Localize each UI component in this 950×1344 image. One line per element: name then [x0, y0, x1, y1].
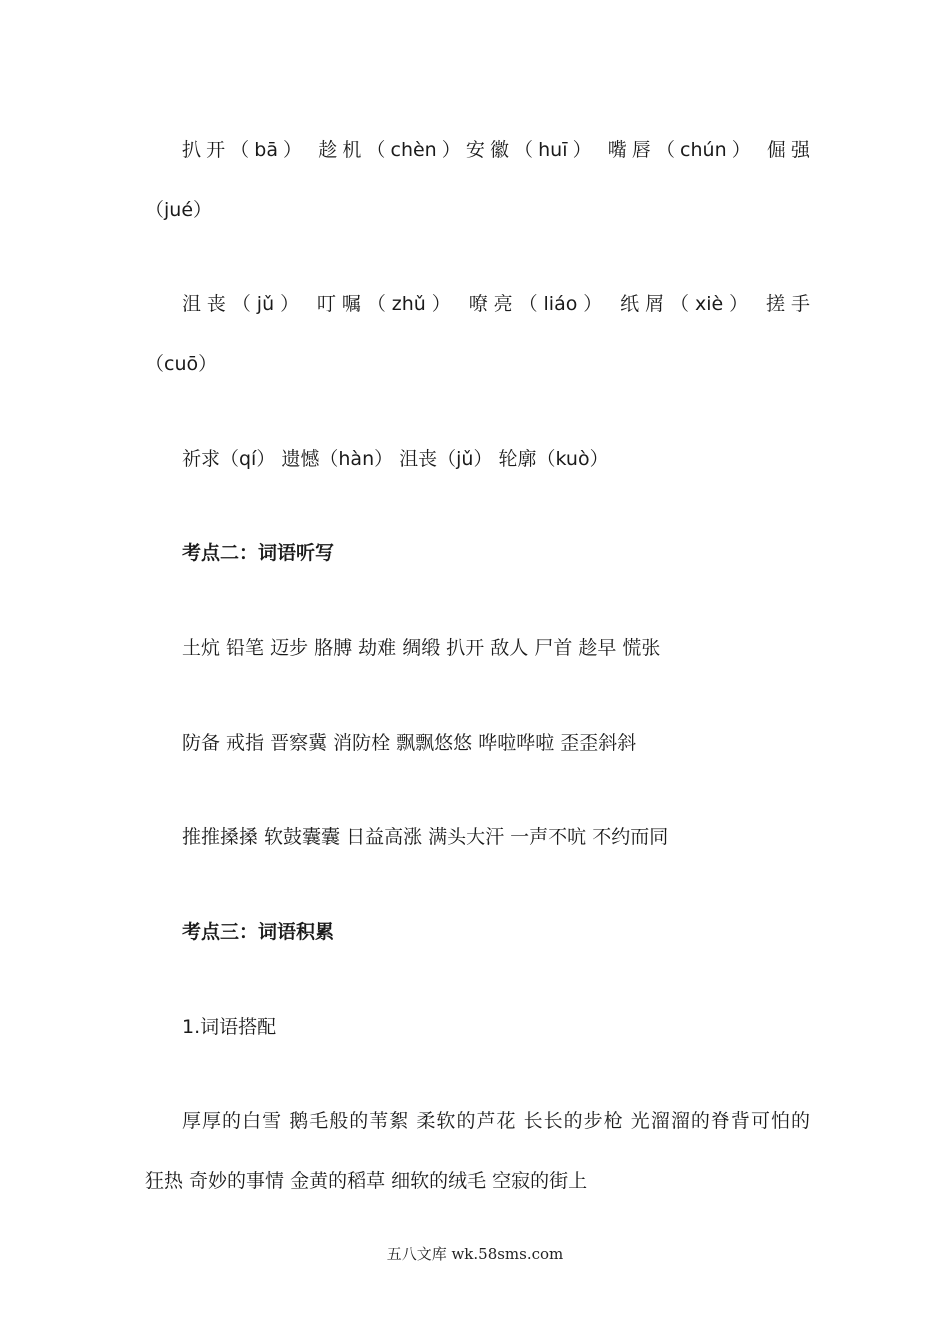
pairing-paragraph-line-1: 厚厚的白雪 鹅毛般的苇絮 柔软的芦花 长长的步枪 光溜溜的脊背可怕的: [182, 1110, 810, 1132]
pinyin-line-2-wrap: （cuō）: [145, 353, 218, 375]
pinyin-line-1-wrap: （jué）: [145, 199, 213, 221]
dictation-row-3: 推推搡搡 软鼓囊囊 日益高涨 满头大汗 一声不吭 不约而同: [182, 826, 669, 848]
section-heading-2: 考点二：词语听写: [182, 542, 335, 564]
footer-watermark: 五八文库 wk.58sms.com: [386, 1245, 564, 1263]
dictation-row-2: 防备 戒指 晋察冀 消防栓 飘飘悠悠 哗啦哗啦 歪歪斜斜: [182, 732, 637, 754]
dictation-row-1: 土炕 铅笔 迈步 胳膊 劫难 绸缎 扒开 敌人 尸首 趁早 慌张: [182, 637, 661, 659]
pairing-paragraph-line-2: 狂热 奇妙的事情 金黄的稻草 细软的绒毛 空寂的街上: [145, 1170, 588, 1192]
subheading-word-pairing: 1.词语搭配: [182, 1016, 277, 1038]
pinyin-line-1: 扒开（bā） 趁机（chèn）安徽（huī） 嘴唇（chún） 倔强: [182, 139, 810, 161]
section-heading-3: 考点三：词语积累: [182, 921, 335, 943]
pinyin-line-2: 沮丧（jǔ） 叮嘱（zhǔ） 嘹亮（liáo） 纸屑（xiè） 搓手: [182, 293, 810, 315]
pinyin-line-3: 祈求（qí） 遗憾（hàn） 沮丧（jǔ） 轮廓（kuò）: [182, 448, 609, 470]
